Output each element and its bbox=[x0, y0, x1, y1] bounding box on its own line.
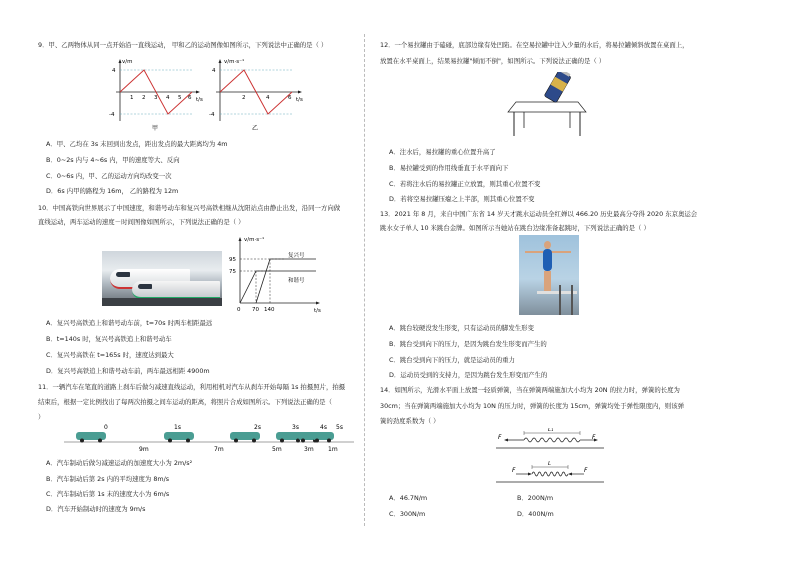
q9-yi-xtick: 6 bbox=[288, 95, 292, 101]
q14-stem-line3: 簧的劲度系数为（ ） bbox=[380, 417, 440, 425]
q12-table-can-figure bbox=[504, 72, 588, 138]
q11-gap: 7m bbox=[214, 446, 224, 453]
q13-stem-line1: 13．2021 年 8 月，来自中国广东省 14 岁天才跳水运动员全红婵以 466.20 历史最高分夺得 2020 东京奥运会 bbox=[380, 210, 698, 218]
q14-force-label: F bbox=[592, 434, 596, 441]
q9-jia-ytick: 4 bbox=[112, 68, 116, 74]
q13-stem-line2: 跳水女子单人 10 米跳台金牌。如图所示当她站在跳台边缘准备起跳时，下列说法正确的是（ ） bbox=[380, 224, 650, 232]
q12-stem-line1: 12．一个易拉罐由于磕碰，底部边缘有处凹陷。在空易拉罐中注入少量的水后，将易拉罐倾斜放置在桌面上， bbox=[380, 41, 689, 49]
q9-jia-caption: 甲 bbox=[152, 125, 159, 131]
q10-ytick-75: 75 bbox=[229, 269, 236, 275]
q9-jia-xlabel: t/s bbox=[196, 97, 203, 103]
car-icon bbox=[164, 432, 194, 443]
q12-option-a[interactable]: A．注水后，易拉罐的重心位置升高了 bbox=[389, 148, 496, 156]
q11-time: 3s bbox=[292, 424, 299, 431]
q9-yi-ytick: 4 bbox=[212, 68, 216, 74]
q11-time: 0 bbox=[104, 424, 108, 431]
q9-stem: 9．甲、乙两物体从同一点开始沿一直线运动， 甲和乙的运动图像如图所示，下列说法中正确的是（ ） bbox=[38, 41, 328, 49]
q9-jia-xtick: 3 bbox=[154, 95, 158, 101]
q9-option-a[interactable]: A．甲、乙均在 3s 末回到出发点，距出发点的最大距离均为 4m bbox=[46, 140, 228, 148]
q14-length-l: L bbox=[548, 461, 552, 467]
q9-yi-caption: 乙 bbox=[252, 125, 259, 131]
q9-yi-ylabel: v/m·s⁻¹ bbox=[224, 59, 245, 65]
q9-jia-xtick: 6 bbox=[188, 95, 192, 101]
q10-xtick: 70 bbox=[252, 307, 259, 313]
q12-stem-line2: 放置在水平桌面上，结果易拉罐"倾而不倒"，如图所示。下列说法正确的是（ ） bbox=[380, 57, 606, 65]
column-divider bbox=[364, 34, 365, 526]
q14-option-c[interactable]: C．300N/m bbox=[389, 510, 426, 518]
q14-force-label: F bbox=[584, 467, 588, 474]
q9-jia-ytick: -4 bbox=[109, 112, 115, 118]
q9-graph-jia bbox=[108, 55, 204, 131]
q11-gap: 1m bbox=[328, 446, 338, 453]
q11-option-c[interactable]: C．汽车制动后第 1s 末的速度大小为 6m/s bbox=[46, 490, 170, 498]
q11-stem-line2: 结束后，根据一定比例找出了每两次拍摄之间车运动的距离，将照片合成如图所示。下列说法正确的是（ bbox=[38, 398, 332, 406]
q12-option-c[interactable]: C．若将注水后的易拉罐正立放置，则其重心位置不变 bbox=[389, 180, 541, 188]
q14-spring-diagram bbox=[496, 428, 606, 490]
q9-yi-ytick: -4 bbox=[209, 112, 215, 118]
car-icon bbox=[76, 432, 106, 443]
q10-option-d[interactable]: D．复兴号高铁追上和谐号动车前，两车最远相距 4900m bbox=[46, 367, 210, 375]
q10-vt-graph bbox=[226, 233, 326, 315]
q11-time: 2s bbox=[254, 424, 261, 431]
q11-gap: 5m bbox=[272, 446, 282, 453]
q14-length-l1: L₁ bbox=[548, 428, 554, 433]
car-icon bbox=[312, 432, 334, 443]
q11-option-d[interactable]: D．汽车开始制动时的速度为 9m/s bbox=[46, 505, 146, 513]
q9-jia-xtick: 5 bbox=[178, 95, 182, 101]
can-icon bbox=[544, 72, 572, 103]
q11-option-a[interactable]: A．汽车制动后做匀减速运动的加速度大小为 2m/s² bbox=[46, 459, 193, 467]
q11-option-b[interactable]: B．汽车制动后第 2s 内的平均速度为 8m/s bbox=[46, 475, 170, 483]
q9-jia-xtick: 2 bbox=[142, 95, 146, 101]
q10-train-photo bbox=[102, 251, 222, 306]
q13-option-d[interactable]: D．运动员受到的支持力，是因为跳台发生形变而产生的 bbox=[389, 371, 548, 379]
q9-graph-yi bbox=[208, 55, 308, 131]
q10-xtick: 0 bbox=[237, 307, 241, 313]
q12-option-d[interactable]: D．若将空易拉罐压瘪之上半部，则其重心位置不变 bbox=[389, 195, 535, 203]
q14-option-d[interactable]: D．400N/m bbox=[517, 510, 554, 518]
q14-option-a[interactable]: A．46.7N/m bbox=[389, 494, 428, 502]
q10-series-fuxing: 复兴号 bbox=[288, 253, 305, 259]
q11-time: 1s bbox=[174, 424, 181, 431]
q14-stem-line2: 30cm；当在弹簧两端施加大小均为 10N 的压力时，弹簧的长度为 15cm，弹簧均处于弹性限度内，则该弹 bbox=[380, 402, 684, 410]
q13-option-c[interactable]: C．跳台受到向下的压力，就是运动员的重力 bbox=[389, 356, 515, 364]
q10-xtick: 140 bbox=[264, 307, 275, 313]
q12-option-b[interactable]: B．易拉罐受到的作用线垂直于水平面向下 bbox=[389, 164, 509, 172]
q10-xlabel: t/s bbox=[314, 308, 321, 314]
q9-yi-xtick: 4 bbox=[266, 95, 270, 101]
q9-option-c[interactable]: C．0~6s 内，甲、乙的运动方向均改变一次 bbox=[46, 172, 172, 180]
q10-stem-line2: 直线运动，两车运动的速度－时间图像如图所示，下列说法正确的是（ ） bbox=[38, 218, 245, 226]
q10-option-b[interactable]: B．t=140s 时，复兴号高铁追上和谐号动车 bbox=[46, 335, 172, 343]
q9-jia-xtick: 4 bbox=[166, 95, 170, 101]
q13-option-a[interactable]: A．跳台较硬没发生形变，只有运动员的脚发生形变 bbox=[389, 324, 534, 332]
q11-stem-line3: ） bbox=[38, 413, 45, 421]
q10-option-c[interactable]: C．复兴号高铁在 t=165s 时，速度达到最大 bbox=[46, 351, 174, 359]
q10-stem-line1: 10．中国高铁向世界展示了中国速度，和谐号动车和复兴号高铁相继从沈阳站点由静止出发，沿同一方向做 bbox=[38, 204, 341, 212]
q11-stem-line1: 11．一辆汽车在笔直的道路上刹车后做匀减速直线运动，利用相机对汽车从刹车开始每隔 1s 拍摄照片，拍摄 bbox=[38, 383, 346, 391]
q11-gap: 3m bbox=[304, 446, 314, 453]
q9-option-b[interactable]: B．0~2s 内与 4~6s 内，甲的速度等大、反向 bbox=[46, 156, 180, 164]
q9-yi-xtick: 2 bbox=[242, 95, 246, 101]
q10-ytick-95: 95 bbox=[229, 257, 236, 263]
q10-series-hexie: 和谐号 bbox=[288, 278, 305, 284]
q9-option-d[interactable]: D．6s 内甲的路程为 16m， 乙的路程为 12m bbox=[46, 187, 179, 195]
q11-car-diagram bbox=[64, 424, 364, 454]
q10-ylabel: v/m·s⁻¹ bbox=[244, 237, 265, 243]
car-icon bbox=[230, 432, 260, 443]
q13-diver-photo bbox=[519, 235, 579, 315]
q11-gap: 9m bbox=[139, 446, 149, 453]
q13-option-b[interactable]: B．跳台受到向下的压力，是因为跳台发生形变而产生的 bbox=[389, 340, 547, 348]
q14-force-label: F bbox=[498, 434, 502, 441]
q9-yi-xlabel: t/s bbox=[296, 97, 303, 103]
q11-time: 4s bbox=[320, 424, 327, 431]
q9-jia-ylabel: v/m bbox=[122, 59, 133, 65]
q14-option-b[interactable]: B．200N/m bbox=[517, 494, 554, 502]
q11-time: 5s bbox=[336, 424, 343, 431]
q14-stem-line1: 14．如图所示，光滑水平面上放置一轻质弹簧，当在弹簧两端施加大小均为 20N 的拉力时，弹簧的长度为 bbox=[380, 386, 680, 394]
q10-option-a[interactable]: A．复兴号高铁追上和谐号动车前，t=70s 时两车相距最远 bbox=[46, 319, 213, 327]
q14-force-label: F bbox=[512, 467, 516, 474]
q9-jia-xtick: 1 bbox=[130, 95, 134, 101]
